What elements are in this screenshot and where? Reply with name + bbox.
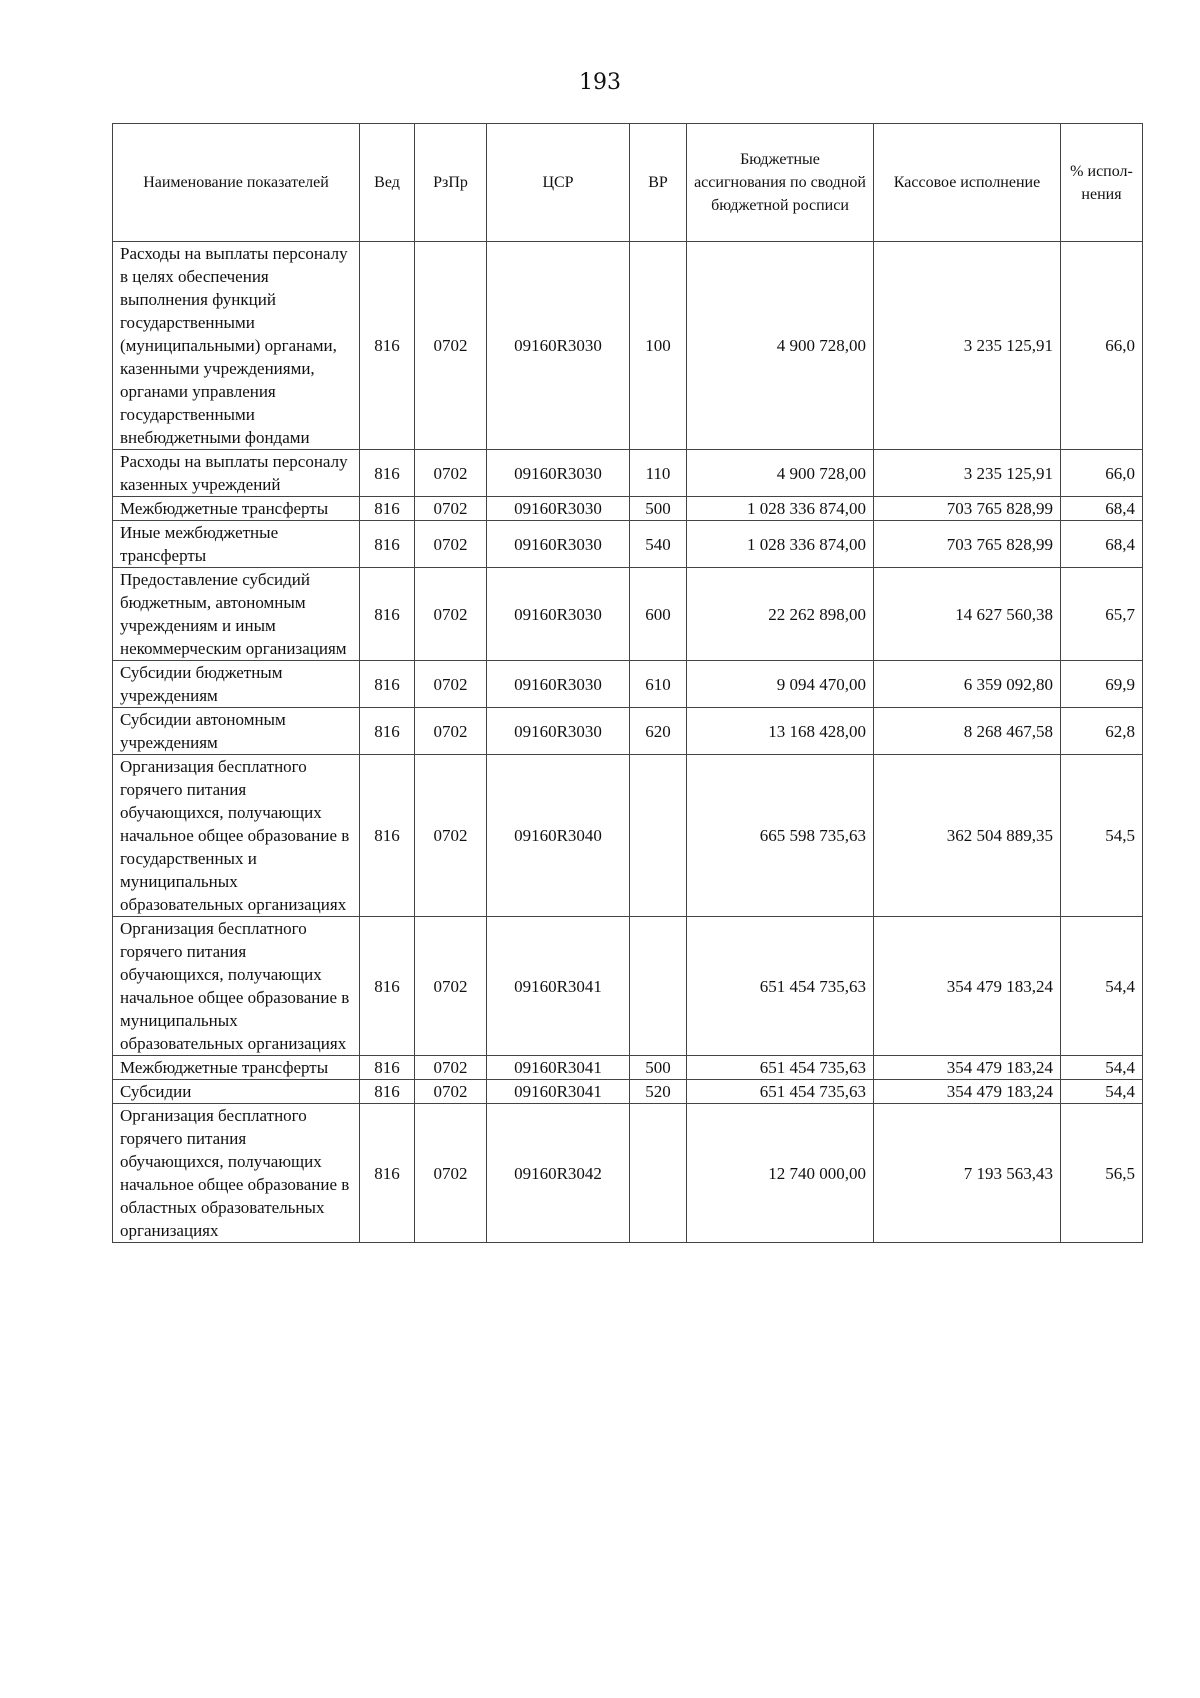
row-plan: 13 168 428,00 [687,708,874,755]
row-name: Межбюджетные трансферты [113,497,360,521]
page-number: 193 [579,70,621,95]
row-plan: 651 454 735,63 [687,1080,874,1104]
row-csr: 09160R3030 [487,568,630,661]
row-ved: 816 [360,917,415,1056]
row-name: Межбюджетные трансферты [113,1056,360,1080]
row-rzpr: 0702 [415,450,487,497]
table-row [113,755,1143,917]
header-ved: Вед [360,124,415,242]
row-pct: 56,5 [1061,1104,1143,1243]
row-plan: 4 900 728,00 [687,242,874,450]
row-name: Расходы на выплаты персоналу в целях обеспечения выполнения функций государственными (муниципальными) органами, казенными учреждениями, органами управления государственными внебюджетными фондами [113,242,360,450]
row-plan: 651 454 735,63 [687,1056,874,1080]
row-vr: 110 [630,450,687,497]
table-row [113,497,1143,521]
row-fact: 6 359 092,80 [874,661,1061,708]
row-vr: 600 [630,568,687,661]
row-csr: 09160R3041 [487,1080,630,1104]
budget-execution-table [112,123,1143,1243]
row-plan: 4 900 728,00 [687,450,874,497]
row-rzpr: 0702 [415,661,487,708]
row-rzpr: 0702 [415,1056,487,1080]
row-ved: 816 [360,1104,415,1243]
row-vr [630,755,687,917]
table-row [113,1104,1143,1243]
row-plan: 9 094 470,00 [687,661,874,708]
row-fact: 14 627 560,38 [874,568,1061,661]
row-ved: 816 [360,568,415,661]
table-row [113,708,1143,755]
row-pct: 68,4 [1061,497,1143,521]
row-name: Организация бесплатного горячего питания обучающихся, получающих начальное общее образование в государственных и муниципальных образовательных организациях [113,755,360,917]
row-csr: 09160R3042 [487,1104,630,1243]
row-pct: 66,0 [1061,242,1143,450]
row-ved: 816 [360,521,415,568]
row-vr: 520 [630,1080,687,1104]
row-fact: 3 235 125,91 [874,450,1061,497]
row-pct: 54,5 [1061,755,1143,917]
row-rzpr: 0702 [415,521,487,568]
row-pct: 68,4 [1061,521,1143,568]
row-plan: 1 028 336 874,00 [687,497,874,521]
row-pct: 66,0 [1061,450,1143,497]
row-ved: 816 [360,708,415,755]
row-pct: 62,8 [1061,708,1143,755]
row-rzpr: 0702 [415,708,487,755]
row-csr: 09160R3030 [487,450,630,497]
row-rzpr: 0702 [415,1104,487,1243]
row-plan: 665 598 735,63 [687,755,874,917]
row-fact: 703 765 828,99 [874,497,1061,521]
table-row [113,1080,1143,1104]
row-pct: 54,4 [1061,1056,1143,1080]
row-vr: 610 [630,661,687,708]
row-name: Субсидии бюджетным учреждениям [113,661,360,708]
row-vr: 620 [630,708,687,755]
row-csr: 09160R3041 [487,917,630,1056]
row-name: Субсидии автономным учреждениям [113,708,360,755]
header-fact: Кассовое исполнение [874,124,1061,242]
row-fact: 362 504 889,35 [874,755,1061,917]
row-csr: 09160R3030 [487,661,630,708]
row-vr: 540 [630,521,687,568]
row-rzpr: 0702 [415,917,487,1056]
row-pct: 54,4 [1061,1080,1143,1104]
table-row [113,242,1143,450]
table-row [113,521,1143,568]
row-fact: 354 479 183,24 [874,917,1061,1056]
row-name: Субсидии [113,1080,360,1104]
row-fact: 3 235 125,91 [874,242,1061,450]
row-csr: 09160R3041 [487,1056,630,1080]
row-csr: 09160R3040 [487,755,630,917]
row-fact: 354 479 183,24 [874,1080,1061,1104]
table-row [113,661,1143,708]
table-row [113,568,1143,661]
row-csr: 09160R3030 [487,708,630,755]
table-row [113,450,1143,497]
row-rzpr: 0702 [415,242,487,450]
table-row [113,917,1143,1056]
row-plan: 651 454 735,63 [687,917,874,1056]
row-ved: 816 [360,497,415,521]
row-pct: 69,9 [1061,661,1143,708]
table-row [113,1056,1143,1080]
row-fact: 7 193 563,43 [874,1104,1061,1243]
row-name: Расходы на выплаты персоналу казенных учреждений [113,450,360,497]
row-name: Иные межбюджетные трансферты [113,521,360,568]
row-vr [630,1104,687,1243]
row-rzpr: 0702 [415,568,487,661]
row-name: Предоставление субсидий бюджетным, автономным учреждениям и иным некоммерческим организациям [113,568,360,661]
row-ved: 816 [360,1056,415,1080]
row-vr [630,917,687,1056]
row-csr: 09160R3030 [487,242,630,450]
row-rzpr: 0702 [415,497,487,521]
row-fact: 703 765 828,99 [874,521,1061,568]
row-ved: 816 [360,755,415,917]
row-ved: 816 [360,661,415,708]
row-vr: 500 [630,1056,687,1080]
header-plan: Бюджетные ассигнования по сводной бюджетной росписи [687,124,874,242]
header-name: Наименование показателей [113,124,360,242]
header-pct: % испол-нения [1061,124,1143,242]
row-rzpr: 0702 [415,1080,487,1104]
row-plan: 22 262 898,00 [687,568,874,661]
row-pct: 65,7 [1061,568,1143,661]
header-rzpr: РзПр [415,124,487,242]
row-name: Организация бесплатного горячего питания обучающихся, получающих начальное общее образование в муниципальных образовательных организациях [113,917,360,1056]
table-header-row [113,124,1143,242]
row-name: Организация бесплатного горячего питания обучающихся, получающих начальное общее образование в областных образовательных организациях [113,1104,360,1243]
row-plan: 1 028 336 874,00 [687,521,874,568]
row-ved: 816 [360,242,415,450]
row-ved: 816 [360,1080,415,1104]
row-pct: 54,4 [1061,917,1143,1056]
header-csr: ЦСР [487,124,630,242]
row-fact: 8 268 467,58 [874,708,1061,755]
row-fact: 354 479 183,24 [874,1056,1061,1080]
row-csr: 09160R3030 [487,497,630,521]
row-plan: 12 740 000,00 [687,1104,874,1243]
row-rzpr: 0702 [415,755,487,917]
row-csr: 09160R3030 [487,521,630,568]
row-vr: 100 [630,242,687,450]
row-ved: 816 [360,450,415,497]
row-vr: 500 [630,497,687,521]
header-vr: ВР [630,124,687,242]
